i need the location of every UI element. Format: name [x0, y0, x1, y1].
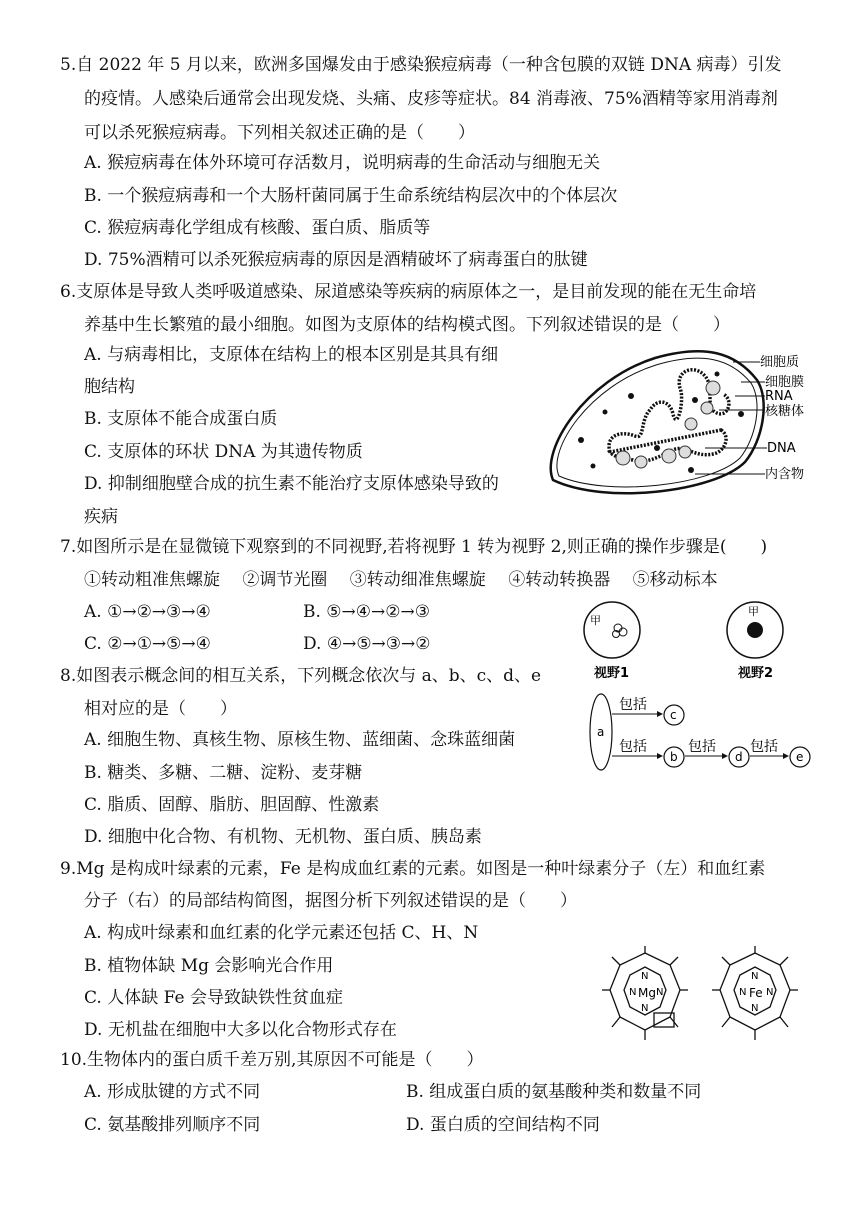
q5-option-a: A. 猴痘病毒在体外环境可存活数月，说明病毒的生命活动与细胞无关 [84, 153, 601, 173]
node-e: e [796, 750, 804, 764]
q6-stem-line2: 养基中生长繁殖的最小细胞。如图为支原体的结构模式图。下列叙述错误的是（ ） [84, 315, 730, 335]
q10-stem: 10.生物体内的蛋白质千差万别,其原因不可能是（ ） [60, 1050, 484, 1070]
label-ribosome: 核糖体 [765, 404, 805, 419]
q8-option-d: D. 细胞中化合物、有机物、无机物、蛋白质、胰岛素 [84, 827, 482, 847]
chlorophyll-n-top: N [641, 971, 649, 982]
q9-stem-line2: 分子（右）的局部结构简图，据图分析下列叙述错误的是（ ） [84, 891, 577, 911]
q6-option-a: A. 与病毒相比，支原体在结构上的根本区别是其具有细 [84, 345, 499, 365]
node-d: d [735, 750, 743, 764]
label-dna: DNA [767, 441, 796, 456]
concept-diagram [585, 690, 815, 775]
q8-option-c: C. 脂质、固醇、脂肪、胆固醇、性激素 [84, 795, 380, 815]
mycoplasma-diagram [545, 340, 835, 500]
q9-option-c: C. 人体缺 Fe 会导致缺铁性贫血症 [84, 988, 343, 1008]
q9-stem-line1: 9.Mg 是构成叶绿素的元素，Fe 是构成血红素的元素。如图是一种叶绿素分子（左）和血红素 [60, 859, 766, 879]
include-label-4: 包括 [750, 739, 778, 755]
q7-option-c: C. ②→①→⑤→④ [84, 634, 211, 654]
q5-option-c: C. 猴痘病毒化学组成有核酸、蛋白质、脂质等 [84, 218, 431, 238]
q8-option-a: A. 细胞生物、真核生物、原核生物、蓝细菌、念珠蓝细菌 [84, 730, 516, 750]
heme-n-right: N [766, 987, 774, 998]
q7-option-d: D. ④→⑤→③→② [303, 634, 431, 654]
field2-mark: 甲 [748, 605, 759, 618]
heme-n-bottom: N [751, 1003, 759, 1014]
q9-option-d: D. 无机盐在细胞中大多以化合物形式存在 [84, 1020, 397, 1040]
q10-option-c: C. 氨基酸排列顺序不同 [84, 1115, 261, 1135]
q7-option-a: A. ①→②→③→④ [84, 602, 211, 622]
field1-label: 视野1 [594, 666, 630, 680]
field2-label: 视野2 [738, 666, 774, 680]
node-a: a [597, 725, 605, 739]
q9-option-b: B. 植物体缺 Mg 会影响光合作用 [84, 956, 334, 976]
q8-stem-line2: 相对应的是（ ） [84, 699, 237, 719]
chlorophyll-n-left: N [629, 987, 637, 998]
q10-option-b: B. 组成蛋白质的氨基酸种类和数量不同 [406, 1082, 702, 1102]
node-c: c [670, 708, 677, 722]
q6-option-d: D. 抑制细胞壁合成的抗生素不能治疗支原体感染导致的 [84, 474, 499, 494]
q10-option-a: A. 形成肽键的方式不同 [84, 1082, 261, 1102]
label-inclusion: 内含物 [765, 467, 805, 482]
node-b: b [670, 750, 678, 764]
label-membrane: 细胞膜 [765, 375, 805, 390]
field1-mark: 甲 [590, 614, 601, 627]
q7-option-b: B. ⑤→④→②→③ [303, 602, 430, 622]
q7-stem: 7.如图所示是在显微镜下观察到的不同视野,若将视野 1 转为视野 2,则正确的操作步骤是( ) [60, 537, 768, 557]
q6-option-d-cont: 疾病 [84, 507, 118, 527]
q6-option-b: B. 支原体不能合成蛋白质 [84, 409, 278, 429]
q6-option-a-cont: 胞结构 [84, 377, 135, 397]
q5-stem-line1: 5.自 2022 年 5 月以来，欧洲多国爆发由于感染猴痘病毒（一种含包膜的双链 DNA 病毒）引发 [60, 55, 782, 75]
include-label-2: 包括 [619, 739, 647, 755]
q6-option-c: C. 支原体的环状 DNA 为其遗传物质 [84, 442, 363, 462]
q5-option-d: D. 75%酒精可以杀死猴痘病毒的原因是酒精破坏了病毒蛋白的肽键 [84, 250, 588, 270]
q6-stem-line1: 6.支原体是导致人类呼吸道感染、尿道感染等疾病的病原体之一，是目前发现的能在无生命培 [60, 282, 757, 302]
label-rna: RNA [765, 389, 793, 404]
heme-n-top: N [751, 971, 759, 982]
label-cytoplasm: 细胞质 [760, 355, 800, 370]
include-label-1: 包括 [619, 697, 647, 713]
q7-steps: ①转动粗准焦螺旋 ②调节光圈 ③转动细准焦螺旋 ④转动转换器 ⑤移动标本 [84, 570, 718, 590]
chlorophyll-mg: Mg [638, 986, 656, 1000]
microscope-fields [570, 600, 800, 680]
q8-option-b: B. 糖类、多糖、二糖、淀粉、麦芽糖 [84, 763, 363, 783]
include-label-3: 包括 [688, 739, 716, 755]
heme-n-left: N [739, 987, 747, 998]
q5-stem-line2: 的疫情。人感染后通常会出现发烧、头痛、皮疹等症状。84 消毒液、75%酒精等家用消毒剂 [84, 89, 778, 109]
q5-option-b: B. 一个猴痘病毒和一个大肠杆菌同属于生命系统结构层次中的个体层次 [84, 186, 618, 206]
q8-stem-line1: 8.如图表示概念间的相互关系，下列概念依次与 a、b、c、d、e [60, 666, 542, 686]
q10-option-d: D. 蛋白质的空间结构不同 [406, 1115, 600, 1135]
heme-fe: Fe [749, 986, 763, 1000]
chlorophyll-n-bottom: N [641, 1003, 649, 1014]
chlorophyll-n-right: N [656, 987, 664, 998]
q5-stem-line3: 可以杀死猴痘病毒。下列相关叙述正确的是（ ） [84, 123, 475, 143]
q9-option-a: A. 构成叶绿素和血红素的化学元素还包括 C、H、N [84, 923, 479, 943]
porphyrin-structures [600, 945, 810, 1045]
